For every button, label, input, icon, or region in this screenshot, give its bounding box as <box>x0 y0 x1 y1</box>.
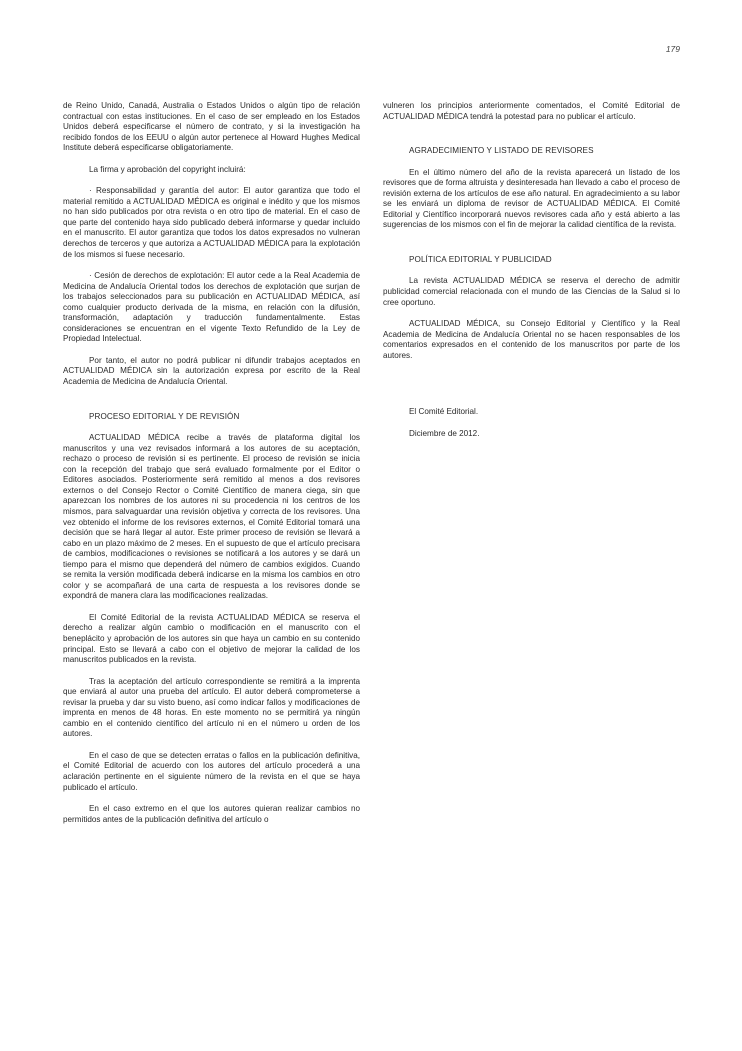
date: Diciembre de 2012. <box>409 428 480 438</box>
section-heading-editorial-process: PROCESO EDITORIAL Y DE REVISIÓN <box>89 411 240 421</box>
paragraph: Tras la aceptación del artículo correspondiente se remitirá a la imprenta que enviará al autor una prueba del artículo. El autor deberá comprometerse a revisar la prueba y dar su visto bueno, así como indicar fallos y modificaciones de imprenta en menos de 48 horas. En este momento no se permitirá ya ningún cambio en el contenido científico del artículo ni en el número u orden de los autores. <box>63 676 360 739</box>
paragraph: En el caso de que se detecten erratas o fallos en la publicación definitiva, el Comité Editorial de acuerdo con los autores del artículo procederá a una aclaración pertinente en el siguiente número de la revista en el que se haya publicado el artículo. <box>63 750 360 792</box>
paragraph: ACTUALIDAD MÉDICA, su Consejo Editorial y Científico y la Real Academia de Medicina de Andalucía Oriental no se hacen responsables de los comentarios expresados en el contenido de los manuscritos por parte de los autores. <box>383 319 680 360</box>
page-number: 179 <box>665 44 680 54</box>
paragraph: La firma y aprobación del copyright incluirá: <box>89 164 246 174</box>
paragraph: Por tanto, el autor no podrá publicar ni difundir trabajos aceptados en ACTUALIDAD MÉDICA sin la autorización expresa por escrito de la Real Academia de Medicina de Andalucía Oriental. <box>63 355 360 387</box>
paragraph: La revista ACTUALIDAD MÉDICA se reserva el derecho de admitir publicidad comercial relacionada con el mundo de las Ciencias de la Salud si lo cree oportuno. <box>383 276 680 307</box>
left-column <box>63 101 360 825</box>
paragraph: vulneren los principios anteriormente comentados, el Comité Editorial de ACTUALIDAD MÉDICA tendrá la potestad para no publicar el artículo. <box>383 101 680 121</box>
section-heading-reviewers: AGRADECIMIENTO Y LISTADO DE REVISORES <box>409 146 594 156</box>
paragraph: En el último número del año de la revista aparecerá un listado de los revisores que de forma altruista y desinteresada han llevado a cabo el proceso de revisión externa de los artículos de ese año natural. En agradecimiento a su labor se les enviará un diploma de revisor de ACTUALIDAD MÉDICA. El Comité Editorial y Científico incorporará nuevos revisores cada año y está abierto a las sugerencias de los mismos con el fin de mejorar la calidad científica de la revista. <box>383 167 680 230</box>
paragraph: · Responsabilidad y garantía del autor: El autor garantiza que todo el material remitido a ACTUALIDAD MÉDICA es original e inédito y que los mismos no han sido publicados por otra revista o en otro tipo de material. En el caso de que parte del contenido haya sido publicado deberá informarse y quedar incluido en el manuscrito. El autor garantiza que todos los datos expresados no vulneran derechos de terceros y que autoriza a ACTUALIDAD MÉDICA para la explotación de los mismos si fuese necesario. <box>63 186 360 259</box>
paragraph: de Reino Unido, Canadá, Australia o Estados Unidos o algún tipo de relación contractual con estas instituciones. En el caso de ser empleado en los Estados Unidos deberá especificarse el número de contrato, y si la investigación ha recibido fondos de los EEUU o algún autor pertenece al Howard Hughes Medical Institute deberá especificarse obligatoriamente. <box>63 101 360 153</box>
paragraph: ACTUALIDAD MÉDICA recibe a través de plataforma digital los manuscritos y una vez revisados informará a los autores de su aceptación, rechazo o proceso de revisión si es pertinente. El proceso de revisión se inicia con la recepción del trabajo que será evaluado formalmente por el Editor o Editores asociados. Posteriormente será remitido al menos a dos revisores externos o del Consejo Rector o Comité Científico de manera ciega, sin que aparezcan los nombres de los autores ni su procedencia ni los centros de los mismos, para salvaguardar una revisión objetiva y correcta de los revisores. Una vez obtenido el informe de los revisores externos, el Comité Editorial tomará una decisión que se hará llegar al autor. Este primer proceso de revisión se llevará a cabo en un plazo máximo de 2 meses. En el supuesto de que el artículo precisara de cambios, modificaciones o revisiones se notificará a los autores y se dará un tiempo para el mismo que dependerá del número de cambios exigidos. Cuando se remita la versión modificada deberá indicarse en la misma los cambios en otro color y se acompañará de una carta de respuesta a los revisores donde se expondrá de manera clara las modificaciones realizadas. <box>63 433 360 601</box>
paragraph: · Cesión de derechos de explotación: El autor cede a la Real Academia de Medicina de Andalucía Oriental todos los derechos de explotación que surjan de los trabajos seleccionados para su publicación en ACTUALIDAD MÉDICA, así como cualquier producto derivada de la misma, en relación con la difusión, transformación, adaptación y traducción fundamentalmente. Estas consideraciones se encuentran en el vigente Texto Refundido de la Ley de Propiedad Intelectual. <box>63 271 360 344</box>
paragraph: En el caso extremo en el que los autores quieran realizar cambios no permitidos antes de la publicación definitiva del artículo o <box>63 804 360 824</box>
right-column <box>383 101 680 439</box>
paragraph: El Comité Editorial de la revista ACTUALIDAD MÉDICA se reserva el derecho a realizar algún cambio o modificación en el manuscrito con el beneplácito y aprobación de los autores sin que haya un cambio en su contenido principal. Esto se llevará a cabo con el objetivo de mejorar la calidad de los manuscritos publicados en la revista. <box>63 612 360 665</box>
signature: El Comité Editorial. <box>409 407 479 417</box>
section-heading-editorial-policy: POLÍTICA EDITORIAL Y PUBLICIDAD <box>409 254 552 264</box>
